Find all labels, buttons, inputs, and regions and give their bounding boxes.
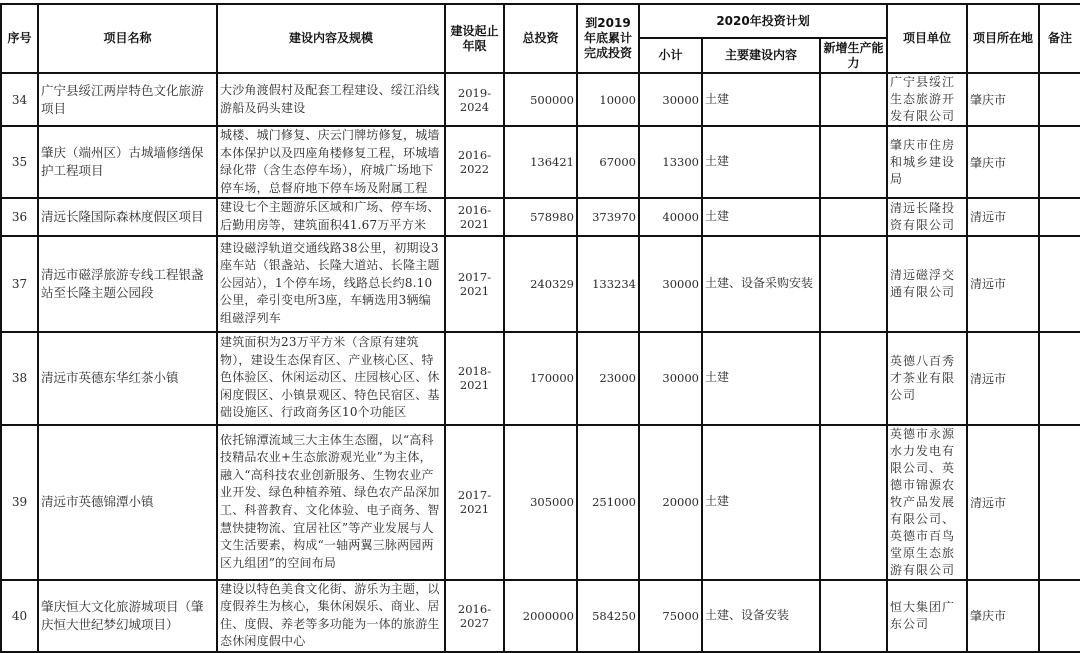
cell-location: 肇庆市 <box>967 73 1039 126</box>
cell-location: 清远市 <box>967 425 1039 580</box>
cell-plan-main: 土建、设备安装 <box>702 580 820 652</box>
cell-remark <box>1039 126 1080 198</box>
cell-plan-main: 土建 <box>702 332 820 425</box>
cell-plan-main: 土建 <box>702 126 820 198</box>
cell-unit: 广宁县绥江生态旅游开发有限公司 <box>887 73 967 126</box>
cell-cumulative: 10000 <box>577 73 639 126</box>
cell-seq: 35 <box>1 126 38 198</box>
cell-plan-capacity <box>820 580 887 652</box>
header-plan-capacity: 新增生产能力 <box>820 38 887 73</box>
cell-content: 建设磁浮轨道交通线路38公里，初期设3座车站（银盏站、长隆大道站、长隆主题公园站），1个停车场，线路总长约8.10公里，牵引变电所3座，车辆选用3辆编组磁浮列车 <box>217 236 445 332</box>
cell-years: 2016-2022 <box>445 126 504 198</box>
cell-remark <box>1039 236 1080 332</box>
cell-unit: 清远磁浮交通有限公司 <box>887 236 967 332</box>
cell-total: 500000 <box>504 73 577 126</box>
header-content-scale: 建设内容及规模 <box>217 4 445 73</box>
cell-content: 城楼、城门修复、庆云门牌坊修复，城墙本体保护以及四座角楼修复工程，环城墙绿化带（含生态停车场），府城广场地下停车场，总督府地下停车场及附属工程 <box>217 126 445 198</box>
table-row <box>1 73 1080 126</box>
cell-total: 136421 <box>504 126 577 198</box>
cell-plan-capacity <box>820 425 887 580</box>
cell-cumulative: 584250 <box>577 580 639 652</box>
cell-plan-main: 土建、设备采购安装 <box>702 236 820 332</box>
cell-unit: 清远长隆投资有限公司 <box>887 198 967 235</box>
cell-remark <box>1039 580 1080 652</box>
cell-plan-main: 土建 <box>702 198 820 235</box>
cell-plan-subtotal: 40000 <box>639 198 702 235</box>
cell-cumulative: 251000 <box>577 425 639 580</box>
header-total-investment: 总投资 <box>504 4 577 73</box>
cell-plan-main: 土建 <box>702 425 820 580</box>
cell-years: 2016-2027 <box>445 580 504 652</box>
cell-location: 清远市 <box>967 198 1039 235</box>
header-plan-subtotal: 小计 <box>639 38 702 73</box>
header-plan-main-content: 主要建设内容 <box>702 38 820 73</box>
cell-location: 清远市 <box>967 236 1039 332</box>
cell-content: 建设七个主题游乐区域和广场、停车场、后勤用房等，建筑面积41.67万平方米 <box>217 198 445 235</box>
cell-years: 2017-2021 <box>445 236 504 332</box>
header-seq: 序号 <box>1 4 38 73</box>
cell-cumulative: 67000 <box>577 126 639 198</box>
cell-plan-capacity <box>820 126 887 198</box>
cell-cumulative: 133234 <box>577 236 639 332</box>
cell-unit: 肇庆市住房和城乡建设局 <box>887 126 967 198</box>
cell-total: 578980 <box>504 198 577 235</box>
investment-projects-table <box>0 3 1080 653</box>
cell-total: 240329 <box>504 236 577 332</box>
cell-location: 清远市 <box>967 332 1039 425</box>
header-project-name: 项目名称 <box>38 4 217 73</box>
header-years: 建设起止年限 <box>445 4 504 73</box>
header-remark: 备注 <box>1039 4 1080 73</box>
cell-plan-capacity <box>820 236 887 332</box>
cell-remark <box>1039 198 1080 235</box>
cell-years: 2019-2024 <box>445 73 504 126</box>
cell-project-name: 清远市英德锦潭小镇 <box>38 425 217 580</box>
cell-seq: 36 <box>1 198 38 235</box>
table-header <box>1 4 1080 73</box>
cell-total: 2000000 <box>504 580 577 652</box>
cell-plan-subtotal: 13300 <box>639 126 702 198</box>
cell-plan-subtotal: 20000 <box>639 425 702 580</box>
cell-seq: 39 <box>1 425 38 580</box>
header-project-unit: 项目单位 <box>887 4 967 73</box>
table-body <box>1 73 1080 652</box>
cell-plan-capacity <box>820 73 887 126</box>
table-row <box>1 236 1080 332</box>
cell-content: 依托锦潭流域三大主体生态圈，以“高科技精品农业+生态旅游观光业”为主体，融入“高科技农业创新服务、生物农业产业开发、绿色种植养殖、绿色农产品深加工、科普教育、文化体验、电子商务、智慧快捷物流、宜居社区”等产业发展与人文生活要素，构成“一轴两翼三脉两园两区九组团”的空间布局 <box>217 425 445 580</box>
cell-project-name: 肇庆（端州区）古城墙修缮保护工程项目 <box>38 126 217 198</box>
header-row-1 <box>1 4 1080 38</box>
cell-project-name: 肇庆恒大文化旅游城项目（肇庆恒大世纪梦幻城项目） <box>38 580 217 652</box>
cell-plan-subtotal: 30000 <box>639 236 702 332</box>
table-row <box>1 126 1080 198</box>
cell-content: 建筑面积为23万平方米（含原有建筑物），建设生态保育区、产业核心区、特色体验区、休闲运动区、庄园核心区、休闲度假区、小镇景观区、特色民宿区、基础设施区、行政商务区10个功能区 <box>217 332 445 425</box>
header-location: 项目所在地 <box>967 4 1039 73</box>
cell-remark <box>1039 425 1080 580</box>
cell-location: 肇庆市 <box>967 126 1039 198</box>
cell-total: 170000 <box>504 332 577 425</box>
cell-seq: 37 <box>1 236 38 332</box>
cell-years: 2016-2021 <box>445 198 504 235</box>
cell-location: 肇庆市 <box>967 580 1039 652</box>
cell-seq: 34 <box>1 73 38 126</box>
cell-plan-main: 土建 <box>702 73 820 126</box>
cell-project-name: 清远市磁浮旅游专线工程银盏站至长隆主题公园段 <box>38 236 217 332</box>
cell-seq: 38 <box>1 332 38 425</box>
header-cumulative-investment: 到2019年底累计完成投资 <box>577 4 639 73</box>
table-row <box>1 198 1080 235</box>
table-row <box>1 425 1080 580</box>
cell-project-name: 清远长隆国际森林度假区项目 <box>38 198 217 235</box>
cell-seq: 40 <box>1 580 38 652</box>
table-row <box>1 580 1080 652</box>
cell-years: 2017-2021 <box>445 425 504 580</box>
cell-years: 2018-2021 <box>445 332 504 425</box>
table-row <box>1 332 1080 425</box>
cell-content: 大沙角渡假村及配套工程建设、绥江沿线游船及码头建设 <box>217 73 445 126</box>
header-plan-2020: 2020年投资计划 <box>639 4 887 38</box>
cell-remark <box>1039 73 1080 126</box>
cell-plan-subtotal: 30000 <box>639 73 702 126</box>
cell-total: 305000 <box>504 425 577 580</box>
cell-project-name: 广宁县绥江两岸特色文化旅游项目 <box>38 73 217 126</box>
cell-remark <box>1039 332 1080 425</box>
cell-unit: 英德市永源水力发电有限公司、英德市锦源农牧产品发展有限公司、英德市百鸟堂原生态旅游有限公司 <box>887 425 967 580</box>
cell-cumulative: 23000 <box>577 332 639 425</box>
cell-unit: 英德八百秀才茶业有限公司 <box>887 332 967 425</box>
cell-project-name: 清远市英德东华红茶小镇 <box>38 332 217 425</box>
cell-plan-subtotal: 75000 <box>639 580 702 652</box>
cell-plan-capacity <box>820 198 887 235</box>
cell-plan-capacity <box>820 332 887 425</box>
cell-cumulative: 373970 <box>577 198 639 235</box>
cell-unit: 恒大集团广东公司 <box>887 580 967 652</box>
cell-plan-subtotal: 30000 <box>639 332 702 425</box>
cell-content: 建设以特色美食文化街、游乐为主题，以度假养生为核心，集休闲娱乐、商业、居住、度假、养老等多功能为一体的旅游生态休闲度假中心 <box>217 580 445 652</box>
